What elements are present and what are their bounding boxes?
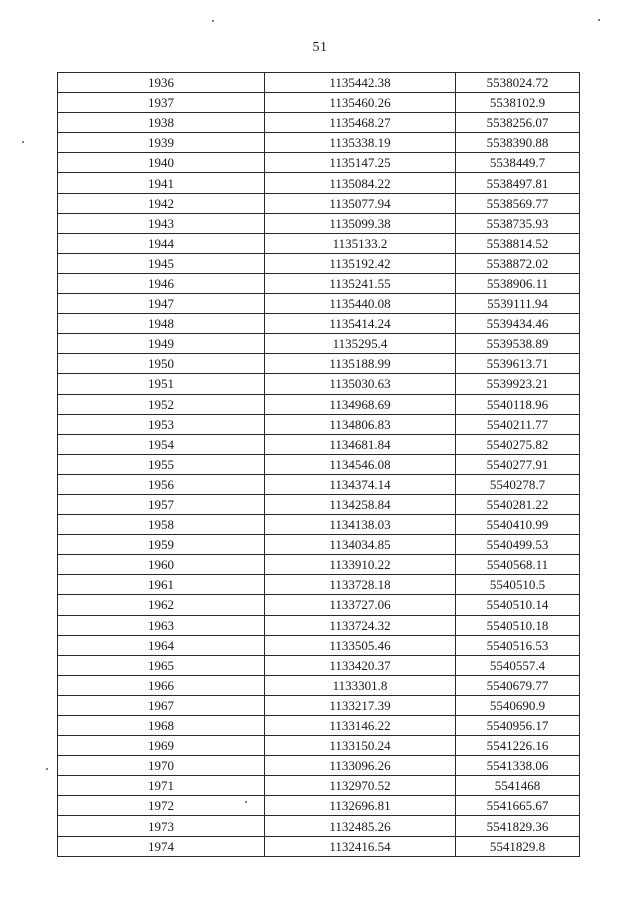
value-a-cell: 1133096.26 — [265, 756, 456, 776]
scan-speck — [598, 19, 600, 21]
table-row — [58, 354, 580, 374]
value-a-cell: 1134806.83 — [265, 414, 456, 434]
table-row — [58, 575, 580, 595]
year-cell: 1942 — [58, 193, 265, 213]
year-cell: 1966 — [58, 675, 265, 695]
table-row — [58, 595, 580, 615]
value-b-cell: 5540516.53 — [456, 635, 580, 655]
value-a-cell: 1135468.27 — [265, 113, 456, 133]
scan-speck — [46, 768, 48, 770]
table-row — [58, 414, 580, 434]
value-b-cell: 5540690.9 — [456, 695, 580, 715]
value-b-cell: 5540679.77 — [456, 675, 580, 695]
value-b-cell: 5541226.16 — [456, 736, 580, 756]
value-a-cell: 1135188.99 — [265, 354, 456, 374]
value-a-cell: 1135442.38 — [265, 73, 456, 93]
year-cell: 1954 — [58, 434, 265, 454]
table-row — [58, 193, 580, 213]
value-a-cell: 1133728.18 — [265, 575, 456, 595]
table-row — [58, 294, 580, 314]
table-row — [58, 273, 580, 293]
year-cell: 1972 — [58, 796, 265, 816]
table-row — [58, 535, 580, 555]
value-a-cell: 1133505.46 — [265, 635, 456, 655]
table-row — [58, 756, 580, 776]
table-row — [58, 675, 580, 695]
value-b-cell: 5538872.02 — [456, 253, 580, 273]
year-cell: 1948 — [58, 314, 265, 334]
year-cell: 1955 — [58, 454, 265, 474]
table-row — [58, 374, 580, 394]
value-a-cell: 1133150.24 — [265, 736, 456, 756]
value-b-cell: 5539538.89 — [456, 334, 580, 354]
value-a-cell: 1133146.22 — [265, 716, 456, 736]
table-row — [58, 233, 580, 253]
table-row — [58, 93, 580, 113]
year-cell: 1944 — [58, 233, 265, 253]
table-row — [58, 454, 580, 474]
year-cell: 1970 — [58, 756, 265, 776]
table-row — [58, 133, 580, 153]
year-cell: 1947 — [58, 294, 265, 314]
table-row — [58, 474, 580, 494]
value-a-cell: 1134546.08 — [265, 454, 456, 474]
value-b-cell: 5539613.71 — [456, 354, 580, 374]
year-cell: 1941 — [58, 173, 265, 193]
value-a-cell: 1135192.42 — [265, 253, 456, 273]
table-row — [58, 695, 580, 715]
value-b-cell: 5541468 — [456, 776, 580, 796]
table-row — [58, 334, 580, 354]
value-a-cell: 1133724.32 — [265, 615, 456, 635]
year-cell: 1956 — [58, 474, 265, 494]
table-row — [58, 816, 580, 836]
value-a-cell: 1135133.2 — [265, 233, 456, 253]
table-row — [58, 494, 580, 514]
year-cell: 1957 — [58, 494, 265, 514]
value-b-cell: 5540510.14 — [456, 595, 580, 615]
value-a-cell: 1133301.8 — [265, 675, 456, 695]
year-cell: 1937 — [58, 93, 265, 113]
table-row — [58, 716, 580, 736]
table-row — [58, 776, 580, 796]
value-b-cell: 5539111.94 — [456, 294, 580, 314]
value-b-cell: 5540118.96 — [456, 394, 580, 414]
table-row — [58, 434, 580, 454]
year-cell: 1945 — [58, 253, 265, 273]
table-row — [58, 836, 580, 856]
value-b-cell: 5541338.06 — [456, 756, 580, 776]
value-b-cell: 5538102.9 — [456, 93, 580, 113]
value-a-cell: 1135338.19 — [265, 133, 456, 153]
year-cell: 1969 — [58, 736, 265, 756]
value-b-cell: 5538256.07 — [456, 113, 580, 133]
value-b-cell: 5538390.88 — [456, 133, 580, 153]
value-a-cell: 1135030.63 — [265, 374, 456, 394]
year-cell: 1946 — [58, 273, 265, 293]
table-row — [58, 736, 580, 756]
value-b-cell: 5540557.4 — [456, 655, 580, 675]
value-b-cell: 5538569.77 — [456, 193, 580, 213]
value-a-cell: 1133727.06 — [265, 595, 456, 615]
year-cell: 1964 — [58, 635, 265, 655]
value-a-cell: 1135084.22 — [265, 173, 456, 193]
value-a-cell: 1135460.26 — [265, 93, 456, 113]
value-a-cell: 1132485.26 — [265, 816, 456, 836]
year-cell: 1967 — [58, 695, 265, 715]
value-b-cell: 5540956.17 — [456, 716, 580, 736]
value-b-cell: 5541665.67 — [456, 796, 580, 816]
table-row — [58, 153, 580, 173]
value-b-cell: 5540281.22 — [456, 494, 580, 514]
value-b-cell: 5541829.36 — [456, 816, 580, 836]
value-a-cell: 1133217.39 — [265, 695, 456, 715]
year-cell: 1950 — [58, 354, 265, 374]
year-cell: 1973 — [58, 816, 265, 836]
table-body — [58, 73, 580, 857]
year-cell: 1959 — [58, 535, 265, 555]
year-cell: 1958 — [58, 515, 265, 535]
table-row — [58, 515, 580, 535]
year-cell: 1936 — [58, 73, 265, 93]
table-row — [58, 635, 580, 655]
value-b-cell: 5540275.82 — [456, 434, 580, 454]
value-b-cell: 5539434.46 — [456, 314, 580, 334]
value-b-cell: 5538497.81 — [456, 173, 580, 193]
table-row — [58, 555, 580, 575]
value-b-cell: 5540277.91 — [456, 454, 580, 474]
value-a-cell: 1134374.14 — [265, 474, 456, 494]
year-cell: 1940 — [58, 153, 265, 173]
table-row — [58, 73, 580, 93]
value-a-cell: 1134968.69 — [265, 394, 456, 414]
year-cell: 1952 — [58, 394, 265, 414]
year-cell: 1960 — [58, 555, 265, 575]
value-b-cell: 5540568.11 — [456, 555, 580, 575]
table-row — [58, 253, 580, 273]
value-a-cell: 1135077.94 — [265, 193, 456, 213]
page-number: 51 — [312, 40, 328, 55]
value-b-cell: 5538024.72 — [456, 73, 580, 93]
value-a-cell: 1134138.03 — [265, 515, 456, 535]
value-b-cell: 5540278.7 — [456, 474, 580, 494]
value-b-cell: 5540510.18 — [456, 615, 580, 635]
year-cell: 1951 — [58, 374, 265, 394]
year-cell: 1974 — [58, 836, 265, 856]
value-b-cell: 5538735.93 — [456, 213, 580, 233]
table-row — [58, 173, 580, 193]
table-row — [58, 113, 580, 133]
year-cell: 1943 — [58, 213, 265, 233]
value-b-cell: 5538814.52 — [456, 233, 580, 253]
value-a-cell: 1134258.84 — [265, 494, 456, 514]
table-row — [58, 394, 580, 414]
value-a-cell: 1134681.84 — [265, 434, 456, 454]
value-a-cell: 1135099.38 — [265, 213, 456, 233]
value-b-cell: 5540410.99 — [456, 515, 580, 535]
data-table — [57, 72, 580, 857]
year-cell: 1953 — [58, 414, 265, 434]
table-row — [58, 314, 580, 334]
value-a-cell: 1133420.37 — [265, 655, 456, 675]
value-a-cell: 1132416.54 — [265, 836, 456, 856]
value-a-cell: 1132696.81 — [265, 796, 456, 816]
year-cell: 1962 — [58, 595, 265, 615]
value-b-cell: 5540510.5 — [456, 575, 580, 595]
year-cell: 1965 — [58, 655, 265, 675]
value-a-cell: 1132970.52 — [265, 776, 456, 796]
value-b-cell: 5541829.8 — [456, 836, 580, 856]
scan-speck — [212, 20, 214, 22]
year-cell: 1971 — [58, 776, 265, 796]
value-a-cell: 1135241.55 — [265, 273, 456, 293]
value-b-cell: 5539923.21 — [456, 374, 580, 394]
year-cell: 1961 — [58, 575, 265, 595]
table-row — [58, 213, 580, 233]
value-a-cell: 1135414.24 — [265, 314, 456, 334]
value-a-cell: 1134034.85 — [265, 535, 456, 555]
year-cell: 1939 — [58, 133, 265, 153]
table-row — [58, 796, 580, 816]
scan-speck — [22, 141, 24, 143]
table-row — [58, 655, 580, 675]
value-b-cell: 5538906.11 — [456, 273, 580, 293]
year-cell: 1963 — [58, 615, 265, 635]
value-a-cell: 1135147.25 — [265, 153, 456, 173]
value-b-cell: 5538449.7 — [456, 153, 580, 173]
year-cell: 1968 — [58, 716, 265, 736]
value-a-cell: 1133910.22 — [265, 555, 456, 575]
value-b-cell: 5540211.77 — [456, 414, 580, 434]
value-a-cell: 1135440.08 — [265, 294, 456, 314]
value-a-cell: 1135295.4 — [265, 334, 456, 354]
year-cell: 1949 — [58, 334, 265, 354]
table-row — [58, 615, 580, 635]
value-b-cell: 5540499.53 — [456, 535, 580, 555]
year-cell: 1938 — [58, 113, 265, 133]
